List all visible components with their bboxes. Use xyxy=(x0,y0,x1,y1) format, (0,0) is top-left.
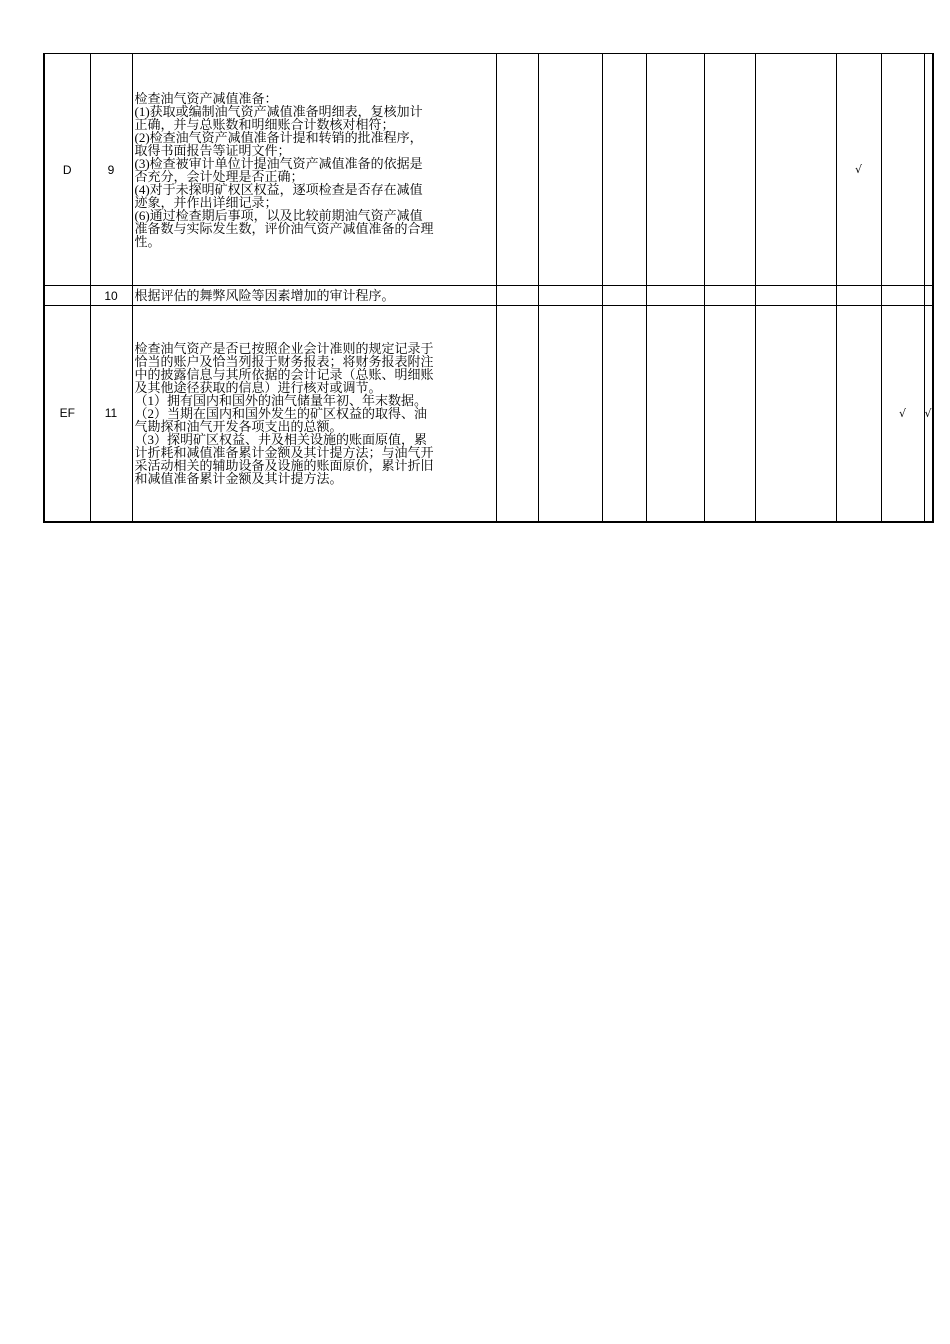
procedure-line: 气勘探和油气开发各项支出的总额。 xyxy=(134,418,343,434)
check-cell xyxy=(704,54,755,286)
check-cell xyxy=(646,54,704,286)
check-mark-cell: √ xyxy=(881,306,924,522)
procedure-line: （3）探明矿区权益、井及相关设施的账面原值，累 xyxy=(134,431,428,447)
check-cell xyxy=(602,286,646,306)
check-cell xyxy=(836,306,881,522)
check-mark-cell: √ xyxy=(924,306,933,522)
procedure-line: 正确，并与总账数和明细账合计数核对相符； xyxy=(134,116,395,132)
check-cell xyxy=(755,54,836,286)
check-cell xyxy=(881,286,924,306)
procedure-line: 根据评估的舞弊风险等因素增加的审计程序。 xyxy=(134,288,395,303)
table-row xyxy=(44,286,933,306)
procedure-line: (2)检查油气资产减值准备计提和转销的批准程序， xyxy=(134,129,423,145)
procedure-line: 取得书面报告等证明文件； xyxy=(134,142,291,158)
check-cell xyxy=(496,306,538,522)
check-cell xyxy=(602,306,646,522)
check-cell xyxy=(755,286,836,306)
procedure-line: 恰当的账户及恰当列报于财务报表；将财务报表附注 xyxy=(134,353,434,369)
check-cell xyxy=(924,286,933,306)
audit-objective-cell: D xyxy=(44,54,90,286)
procedure-line: 检查油气资产减值准备： xyxy=(134,90,278,106)
check-cell xyxy=(755,306,836,522)
procedure-line: 和减值准备累计金额及其计提方法。 xyxy=(134,470,343,486)
check-cell xyxy=(538,54,602,286)
audit-objective-cell: EF xyxy=(44,306,90,522)
check-cell xyxy=(538,286,602,306)
check-cell xyxy=(538,306,602,522)
procedure-text-cell xyxy=(132,306,496,522)
procedure-line: （1）拥有国内和国外的油气储量年初、年末数据。 xyxy=(134,392,428,408)
check-cell xyxy=(496,286,538,306)
procedure-line: (1)获取或编制油气资产减值准备明细表，复核加计 xyxy=(134,103,423,119)
check-cell xyxy=(602,54,646,286)
procedure-line: 及其他途径获取的信息）进行核对或调节。 xyxy=(134,379,382,395)
check-cell xyxy=(646,306,704,522)
procedure-line: （2）当期在国内和国外发生的矿区权益的取得、油 xyxy=(134,405,428,421)
check-cell xyxy=(704,286,755,306)
procedure-line: 否充分，会计处理是否正确； xyxy=(134,168,304,184)
procedure-number-cell: 10 xyxy=(90,286,132,306)
procedure-line: 准备数与实际发生数，评价油气资产减值准备的合理 xyxy=(134,220,434,236)
procedure-line: 中的披露信息与其所依据的会计记录（总账、明细账 xyxy=(134,366,434,382)
check-cell xyxy=(924,54,933,286)
check-cell xyxy=(496,54,538,286)
table-row xyxy=(44,54,933,286)
check-cell xyxy=(881,54,924,286)
table-row xyxy=(44,306,933,522)
procedure-line: (4)对于未探明矿权区权益，逐项检查是否存在减值 xyxy=(134,181,423,197)
procedure-number-cell: 11 xyxy=(90,306,132,522)
procedure-line: 检查油气资产是否已按照企业会计准则的规定记录于 xyxy=(134,340,434,356)
check-cell xyxy=(646,286,704,306)
procedure-line: 性。 xyxy=(134,233,161,249)
procedure-line: 迹象，并作出详细记录； xyxy=(134,194,278,210)
procedure-text-cell xyxy=(132,54,496,286)
audit-procedure-table xyxy=(43,53,934,523)
procedure-line: (3)检查被审计单位计提油气资产减值准备的依据是 xyxy=(134,155,423,171)
audit-objective-cell xyxy=(44,286,90,306)
procedure-line: 采活动相关的辅助设备及设施的账面原价，累计折旧 xyxy=(134,457,434,473)
procedure-line: 计折耗和减值准备累计金额及其计提方法；与油气开 xyxy=(134,444,434,460)
check-mark-cell: √ xyxy=(836,54,881,286)
procedure-line: (6)通过检查期后事项，以及比较前期油气资产减值 xyxy=(134,207,423,223)
procedure-number-cell: 9 xyxy=(90,54,132,286)
procedure-text-cell xyxy=(132,286,496,306)
check-cell xyxy=(704,306,755,522)
check-cell xyxy=(836,286,881,306)
